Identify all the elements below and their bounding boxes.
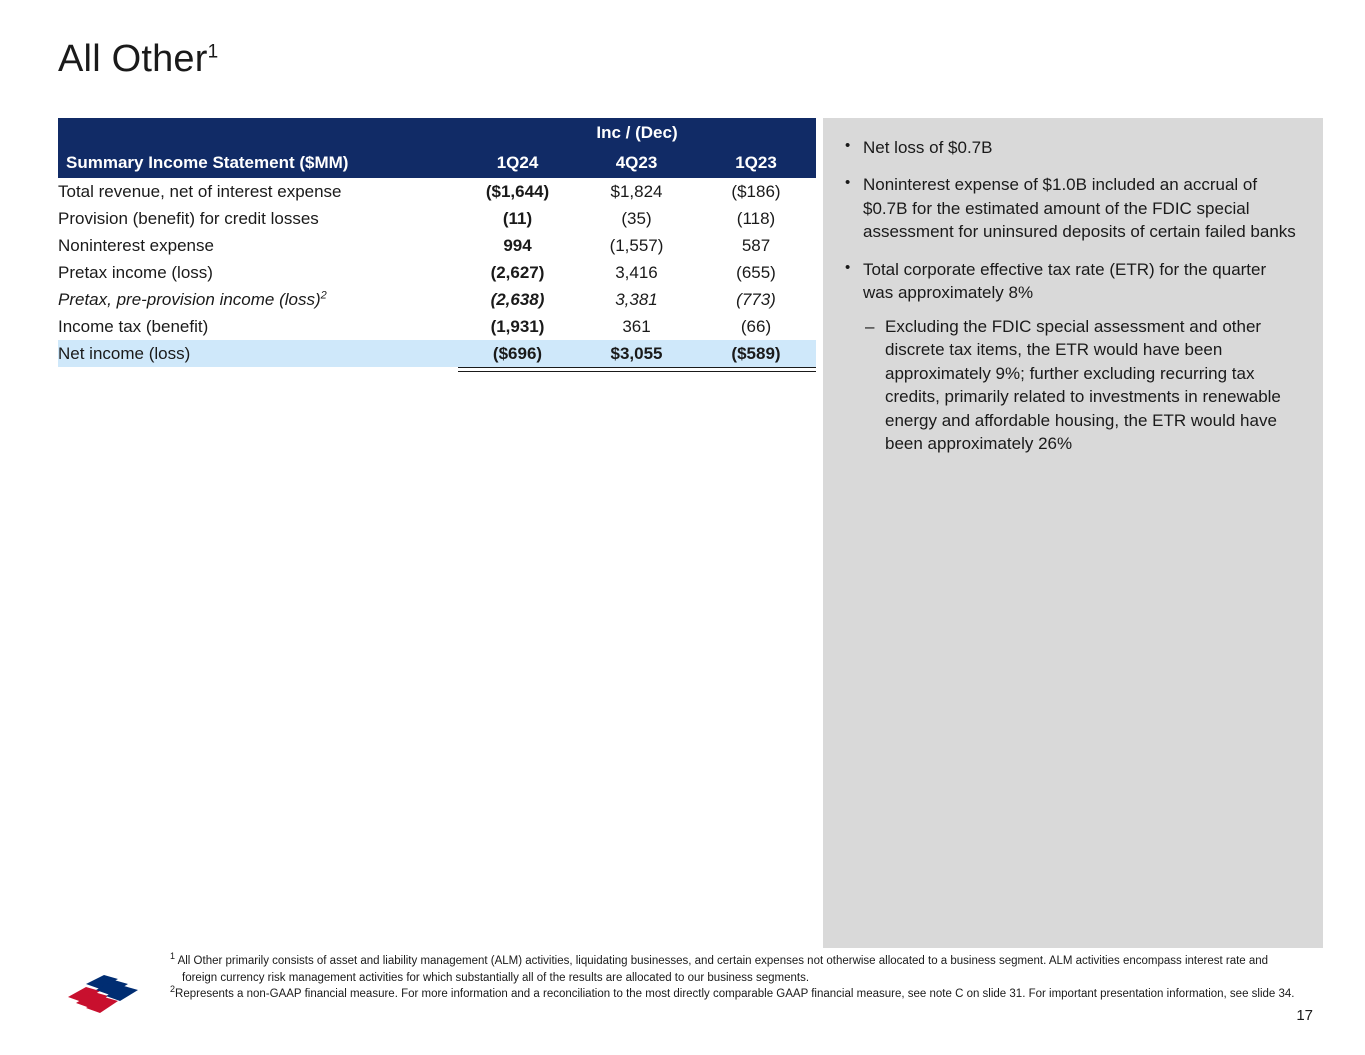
table-rule-top: [458, 367, 816, 368]
table-group-header-inc-dec: Inc / (Dec): [458, 118, 816, 148]
list-item: [841, 258, 1301, 456]
footnote-1: [170, 953, 1300, 970]
row-label: Noninterest expense: [58, 235, 214, 255]
row-value-1q23: (118): [736, 208, 776, 228]
table-group-header-blank: [58, 118, 458, 148]
row-value-4q23: (1,557): [609, 235, 664, 255]
footnote-2-text: Represents a non-GAAP financial measure. For more information and a reconciliation to the most directly comparable GAAP financial measure, see note C on slide 31. For important presentation information, see slide 34.: [175, 988, 1295, 1001]
table-rule-bottom: [458, 371, 816, 372]
row-value-1q23: (773): [736, 289, 776, 309]
row-label: Pretax income (loss): [58, 262, 213, 282]
footnotes: [170, 953, 1300, 1003]
row-label-footnote-marker: 2: [320, 288, 327, 301]
row-value-1q23: (66): [740, 316, 772, 336]
row-value-4q23: 3,381: [615, 289, 658, 309]
table-group-header-row: [58, 118, 816, 148]
table-header-1q23: 1Q23: [696, 148, 816, 178]
table-header-4q23: 4Q23: [577, 148, 696, 178]
sub-list-item: – Excluding the FDIC special assessment and other discrete tax items, the ETR would have been approximately 9%; further excluding recurring tax credits, primarily related to investments in renewable energy and affordable housing, the ETR would have been approximately 26%: [863, 315, 1301, 456]
footnote-1-marker: 1: [170, 951, 176, 962]
highlights-sub-bullet-list: [863, 315, 1301, 456]
row-value-4q23: (35): [621, 208, 652, 228]
row-value-1q24: ($696): [458, 340, 577, 367]
row-value-1q24: (2,627): [490, 262, 545, 282]
page-title-text: All Other: [58, 38, 208, 80]
footnote-2: [170, 986, 1300, 1003]
highlights-panel: [823, 118, 1323, 948]
row-value-1q24: ($1,644): [485, 181, 550, 201]
row-value-1q23: 587: [741, 235, 771, 255]
list-item: • Net loss of $0.7B: [841, 136, 1301, 159]
row-label: Total revenue, net of interest expense: [58, 181, 342, 201]
table-header-row: [58, 148, 816, 178]
bank-of-america-logo: [66, 975, 142, 1015]
row-label: [58, 286, 458, 313]
page-title-footnote-marker: 1: [207, 41, 219, 63]
row-value-1q23: (655): [736, 262, 776, 282]
row-value-1q24: (1,931): [490, 316, 545, 336]
highlights-bullet-list: [841, 136, 1301, 455]
list-item: • Noninterest expense of $1.0B included an accrual of $0.7B for the estimated amount of the FDIC special assessment for uninsured deposits of certain failed banks: [841, 173, 1301, 243]
footnote-1-line2: foreign currency risk management activities for which substantially all of the results are allocated to our business segments.: [182, 971, 810, 984]
row-label-text: Pretax, pre-provision income (loss): [58, 289, 321, 309]
row-value-4q23: 3,416: [615, 262, 658, 282]
table-row-total: [58, 340, 816, 367]
row-value-4q23: $1,824: [610, 181, 663, 201]
row-value-1q24: 994: [503, 235, 532, 255]
row-value-1q24: (2,638): [490, 289, 545, 309]
list-item-text: Total corporate effective tax rate (ETR) for the quarter was approximately 8%: [863, 259, 1267, 303]
row-value-1q24: (11): [502, 208, 533, 228]
footnote-1-line1: All Other primarily consists of asset and liability management (ALM) activities, liquidating businesses, and certain expenses not otherwise allocated to a business segment. ALM activities encompass interest rate and: [177, 955, 1269, 967]
row-label: Net income (loss): [58, 340, 458, 367]
table-row: [58, 205, 816, 232]
row-label: Provision (benefit) for credit losses: [58, 208, 319, 228]
row-value-4q23: 361: [622, 316, 651, 336]
row-value-4q23: $3,055: [577, 340, 696, 367]
table-row: [58, 313, 816, 340]
row-value-1q23: ($589): [696, 340, 816, 367]
summary-income-statement-table: [58, 118, 816, 367]
table-row: [58, 259, 816, 286]
page-number: 17: [1296, 1007, 1313, 1024]
page-title: [58, 38, 218, 81]
footnote-2-marker: 2: [170, 984, 176, 995]
table-row: [58, 232, 816, 259]
row-value-1q23: ($186): [731, 181, 781, 201]
row-label: Income tax (benefit): [58, 316, 209, 336]
table-header-1q24: 1Q24: [458, 148, 577, 178]
table-header-label: Summary Income Statement ($MM): [58, 148, 458, 178]
table-row: [58, 178, 816, 205]
table-row: [58, 286, 816, 313]
